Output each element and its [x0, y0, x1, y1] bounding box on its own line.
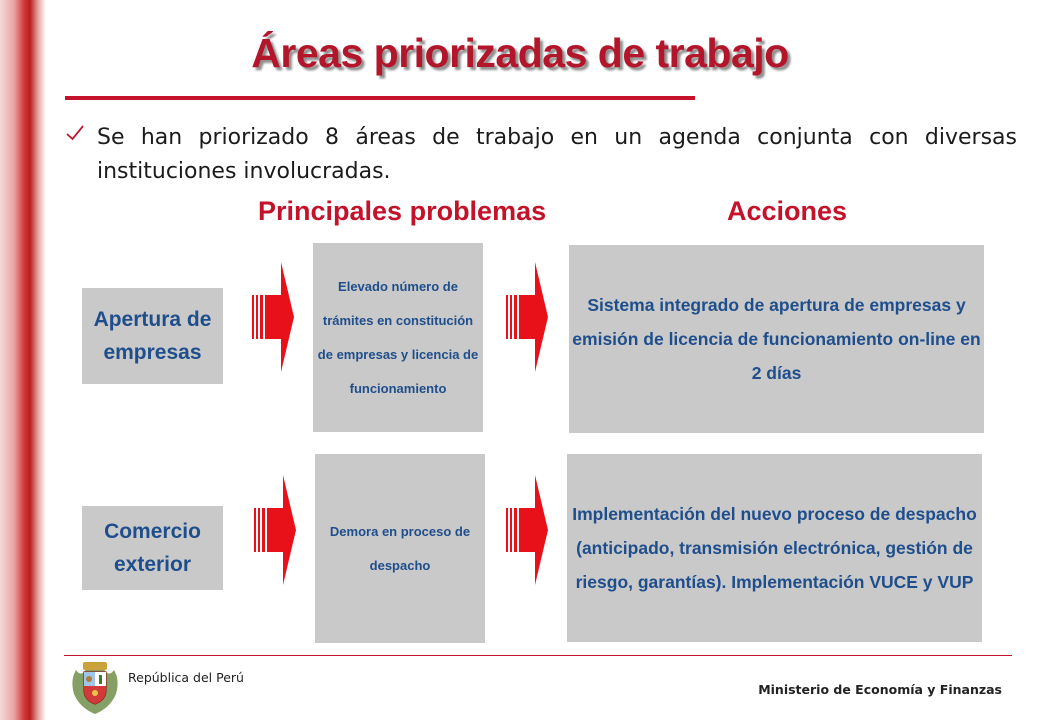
- footer-ministry-label: Ministerio de Economía y Finanzas: [758, 682, 1002, 697]
- action-text: Sistema integrado de apertura de empresas y emisión de licencia de funcionamiento on-line en 2 días: [572, 295, 981, 383]
- right-arrow-icon: [250, 475, 298, 585]
- slide-title: Áreas priorizadas de trabajo: [251, 30, 789, 76]
- peru-coat-of-arms-icon: [70, 660, 120, 716]
- bullet-text: Se han priorizado 8 áreas de trabajo en un agenda conjunta con diversas instituciones involucradas.: [97, 125, 1017, 184]
- right-arrow-icon: [502, 475, 550, 585]
- action-box-apertura: [569, 245, 984, 433]
- footer-divider: [64, 655, 1012, 656]
- problem-box-apertura: [313, 243, 483, 432]
- actions-heading: Acciones: [727, 196, 848, 226]
- area-box-apertura: [82, 288, 223, 384]
- area-box-comercio: [82, 506, 223, 590]
- problem-text: Elevado número de trámites en constitución de empresas y licencia de funcionamiento: [317, 278, 479, 396]
- left-decorative-bar: [0, 0, 46, 720]
- problem-box-comercio: [315, 454, 485, 643]
- right-arrow-icon: [502, 262, 550, 372]
- title-underline: [65, 96, 695, 100]
- footer-country-label: República del Perú: [128, 670, 244, 685]
- area-label: Apertura de empresas: [93, 308, 212, 364]
- action-box-comercio: [567, 454, 982, 642]
- checkmark-icon: [64, 122, 94, 150]
- problems-heading: Principales problemas: [258, 196, 547, 226]
- problem-text: Demora en proceso de despacho: [329, 523, 471, 573]
- area-label: Comercio exterior: [104, 520, 201, 576]
- right-arrow-icon: [248, 262, 296, 372]
- action-text: Implementación del nuevo proceso de despacho (anticipado, transmisión electrónica, gestión de riesgo, garantías). Implementación VUCE y VUP: [572, 504, 977, 592]
